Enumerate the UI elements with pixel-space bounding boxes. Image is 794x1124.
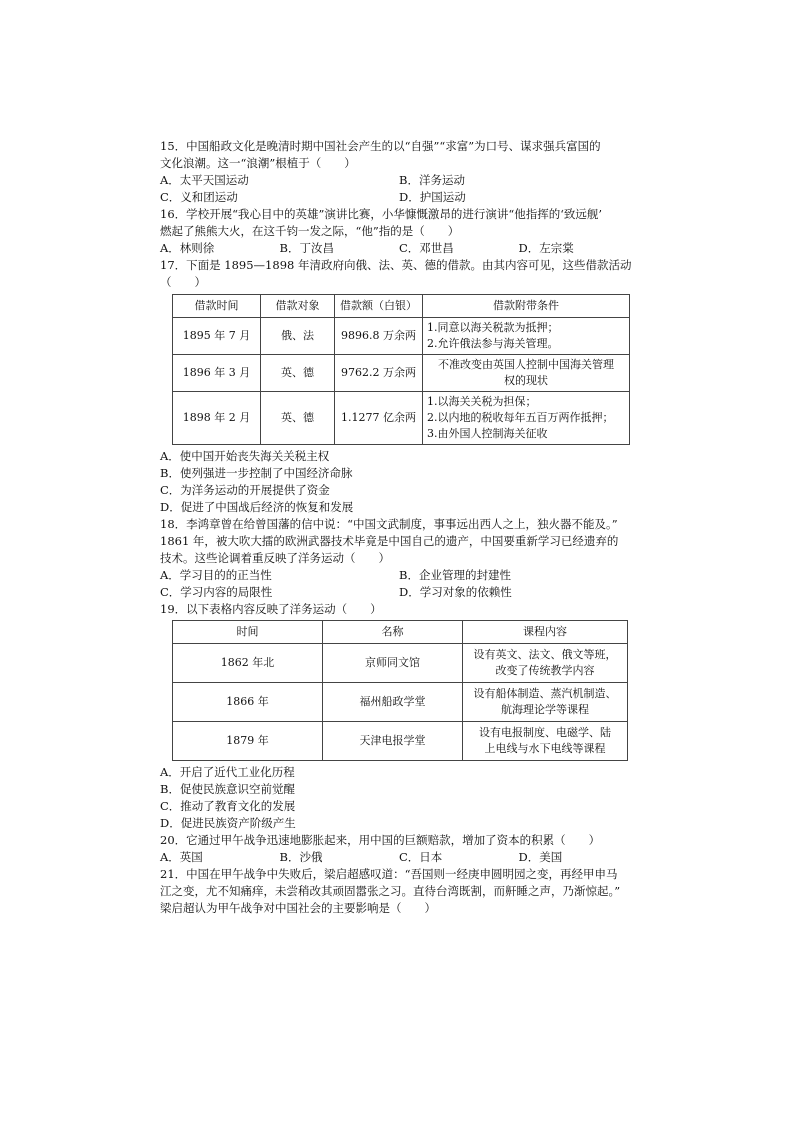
loan-condition-line: 3.由外国人控制海关征收 <box>427 427 548 440</box>
question-18-stem-line-1: 18．李鸿章曾在给曾国藩的信中说：“中国文武制度，事事远出西人之上，独火器不能及。” <box>160 517 618 531</box>
loan-condition-line: 权的现状 <box>504 374 548 387</box>
school-name: 天津电报学堂 <box>323 722 463 761</box>
school-table-header-name: 名称 <box>323 621 463 644</box>
school-table-header-row <box>173 621 628 644</box>
question-20-option-d[interactable]: D．美国 <box>518 850 563 864</box>
school-content <box>463 722 628 761</box>
school-content <box>463 644 628 683</box>
table-row <box>173 355 630 392</box>
question-18-stem-line-2: 1861 年，被大吹大擂的欧洲武器技术毕竟是中国自己的遗产，中国要重新学习已经遗弃的 <box>160 534 619 548</box>
question-18-option-d[interactable]: D．学习对象的依赖性 <box>399 585 512 599</box>
loan-target: 英、德 <box>261 392 335 445</box>
question-17 <box>160 257 638 516</box>
loan-condition-line: 1.以海关关税为担保； <box>427 395 537 408</box>
school-table <box>172 620 628 761</box>
loan-amount: 9896.8 万余两 <box>335 318 423 355</box>
question-17-stem-line-2: （ ） <box>160 275 206 289</box>
loan-time: 1895 年 7 月 <box>173 318 261 355</box>
loan-conditions <box>423 355 630 392</box>
loan-time: 1898 年 2 月 <box>173 392 261 445</box>
question-17-option-a[interactable]: A．使中国开始丧失海关关税主权 <box>160 449 330 463</box>
question-15-option-c[interactable]: C．义和团运动 <box>160 190 238 204</box>
loan-amount: 9762.2 万余两 <box>335 355 423 392</box>
question-18-options-row-2 <box>160 584 638 601</box>
question-19-option-b[interactable]: B．促使民族意识空前觉醒 <box>160 782 295 796</box>
loan-table-header-time: 借款时间 <box>173 295 261 318</box>
question-16-option-b[interactable]: B．丁汝昌 <box>279 241 334 255</box>
question-16-option-c[interactable]: C．邓世昌 <box>399 241 454 255</box>
school-content-line: 设有电报制度、电磁学、陆 <box>479 726 611 739</box>
school-name: 福州船政学堂 <box>323 683 463 722</box>
question-16 <box>160 206 638 257</box>
question-16-option-a[interactable]: A．林则徐 <box>160 241 215 255</box>
question-19 <box>160 601 638 832</box>
loan-condition-line: 2.以内地的税收每年五百万两作抵押； <box>427 411 614 424</box>
question-18-option-a[interactable]: A．学习目的的正当性 <box>160 568 272 582</box>
loan-amount: 1.1277 亿余两 <box>335 392 423 445</box>
question-21 <box>160 866 638 917</box>
loan-condition-line: 不准改变由英国人控制中国海关管理 <box>438 358 614 371</box>
question-19-option-d[interactable]: D．促进民族资产阶级产生 <box>160 816 296 830</box>
question-15 <box>160 138 638 206</box>
question-21-stem-line-2: 江之变，尤不知痛痒，未尝稍改其顽固嚣张之习。直待台湾既割，而鼾睡之声，乃渐惊起。” <box>160 884 621 898</box>
question-21-stem-line-3: 梁启超认为甲午战争对中国社会的主要影响是（ ） <box>160 901 436 915</box>
question-20-options <box>160 849 638 866</box>
question-21-stem-line-1: 21．中国在甲午战争中失败后，梁启超感叹道：“吾国则一经庚申圆明园之变，再经甲申马 <box>160 867 618 881</box>
question-20-option-c[interactable]: C．日本 <box>399 850 443 864</box>
question-19-option-c[interactable]: C．推动了教育文化的发展 <box>160 799 296 813</box>
loan-condition-line: 2.允许俄法参与海关管理。 <box>427 337 559 350</box>
loan-target: 英、德 <box>261 355 335 392</box>
question-16-stem-line-1: 16．学校开展“我心目中的英雄”演讲比赛，小华慷慨激昂的进行演讲“他指挥的‘致远舰’ <box>160 207 603 221</box>
table-row <box>173 722 628 761</box>
loan-conditions <box>423 392 630 445</box>
table-row <box>173 644 628 683</box>
question-15-option-b[interactable]: B．洋务运动 <box>399 173 465 187</box>
question-15-stem-line-2: 文化浪潮。这一“浪潮”根植于（ ） <box>160 156 356 170</box>
question-20-stem-line-1: 20．它通过甲午战争迅速地膨胀起来，用中国的巨额赔款，增加了资本的积累（ ） <box>160 833 601 847</box>
question-16-stem-line-2: 燃起了熊熊大火，在这千钧一发之际，“他”指的是（ ） <box>160 224 460 238</box>
question-20-option-a[interactable]: A．英国 <box>160 850 203 864</box>
question-17-option-c[interactable]: C．为洋务运动的开展提供了资金 <box>160 483 330 497</box>
table-row <box>173 318 630 355</box>
question-18-stem-line-3: 技术。这些论调着重反映了洋务运动（ ） <box>160 551 390 565</box>
question-15-option-a[interactable]: A．太平天国运动 <box>160 173 249 187</box>
question-17-stem-line-1: 17．下面是 1895—1898 年清政府向俄、法、英、德的借款。由其内容可见，这些借款活动 <box>160 258 632 272</box>
question-17-option-d[interactable]: D．促进了中国战后经济的恢复和发展 <box>160 500 354 514</box>
question-20-option-b[interactable]: B．沙俄 <box>279 850 323 864</box>
question-19-stem-line-1: 19．以下表格内容反映了洋务运动（ ） <box>160 602 382 616</box>
question-15-stem-line-1: 15．中国船政文化是晚清时期中国社会产生的以“自强”“求富”为口号、谋求强兵富国的 <box>160 139 601 153</box>
loan-table-header-row <box>173 295 630 318</box>
school-table-header-content: 课程内容 <box>463 621 628 644</box>
school-content <box>463 683 628 722</box>
school-content-line: 航海理论学等课程 <box>501 703 589 716</box>
loan-condition-line: 1.同意以海关税款为抵押； <box>427 321 559 334</box>
question-19-option-a[interactable]: A．开启了近代工业化历程 <box>160 765 295 779</box>
loan-table-header-amount: 借款额（白银） <box>335 295 423 318</box>
question-17-option-b[interactable]: B．使列强进一步控制了中国经济命脉 <box>160 466 353 480</box>
question-15-option-d[interactable]: D．护国运动 <box>399 190 466 204</box>
question-18-option-b[interactable]: B．企业管理的封建性 <box>399 568 511 582</box>
school-time: 1862 年北 <box>173 644 323 683</box>
question-20 <box>160 832 638 866</box>
question-18-option-c[interactable]: C．学习内容的局限性 <box>160 585 273 599</box>
table-row <box>173 392 630 445</box>
school-time: 1879 年 <box>173 722 323 761</box>
question-18 <box>160 516 638 601</box>
question-15-options-row-2 <box>160 189 638 206</box>
loan-table <box>172 294 630 445</box>
school-content-line: 上电线与水下电线等课程 <box>484 742 606 755</box>
school-name: 京师同文馆 <box>323 644 463 683</box>
loan-table-header-conditions: 借款附带条件 <box>423 295 630 318</box>
table-row <box>173 683 628 722</box>
question-16-option-d[interactable]: D．左宗棠 <box>518 241 574 255</box>
question-16-options <box>160 240 638 257</box>
loan-table-header-target: 借款对象 <box>261 295 335 318</box>
school-content-line: 设有船体制造、蒸汽机制造、 <box>473 687 617 700</box>
school-time: 1866 年 <box>173 683 323 722</box>
loan-target: 俄、法 <box>261 318 335 355</box>
exam-page <box>160 138 638 917</box>
school-content-line: 设有英文、法文、俄文等班， <box>473 648 617 661</box>
school-content-line: 改变了传统教学内容 <box>495 664 595 677</box>
school-table-header-time: 时间 <box>173 621 323 644</box>
loan-time: 1896 年 3 月 <box>173 355 261 392</box>
question-18-options-row-1 <box>160 567 638 584</box>
loan-conditions <box>423 318 630 355</box>
question-15-options-row-1 <box>160 172 638 189</box>
